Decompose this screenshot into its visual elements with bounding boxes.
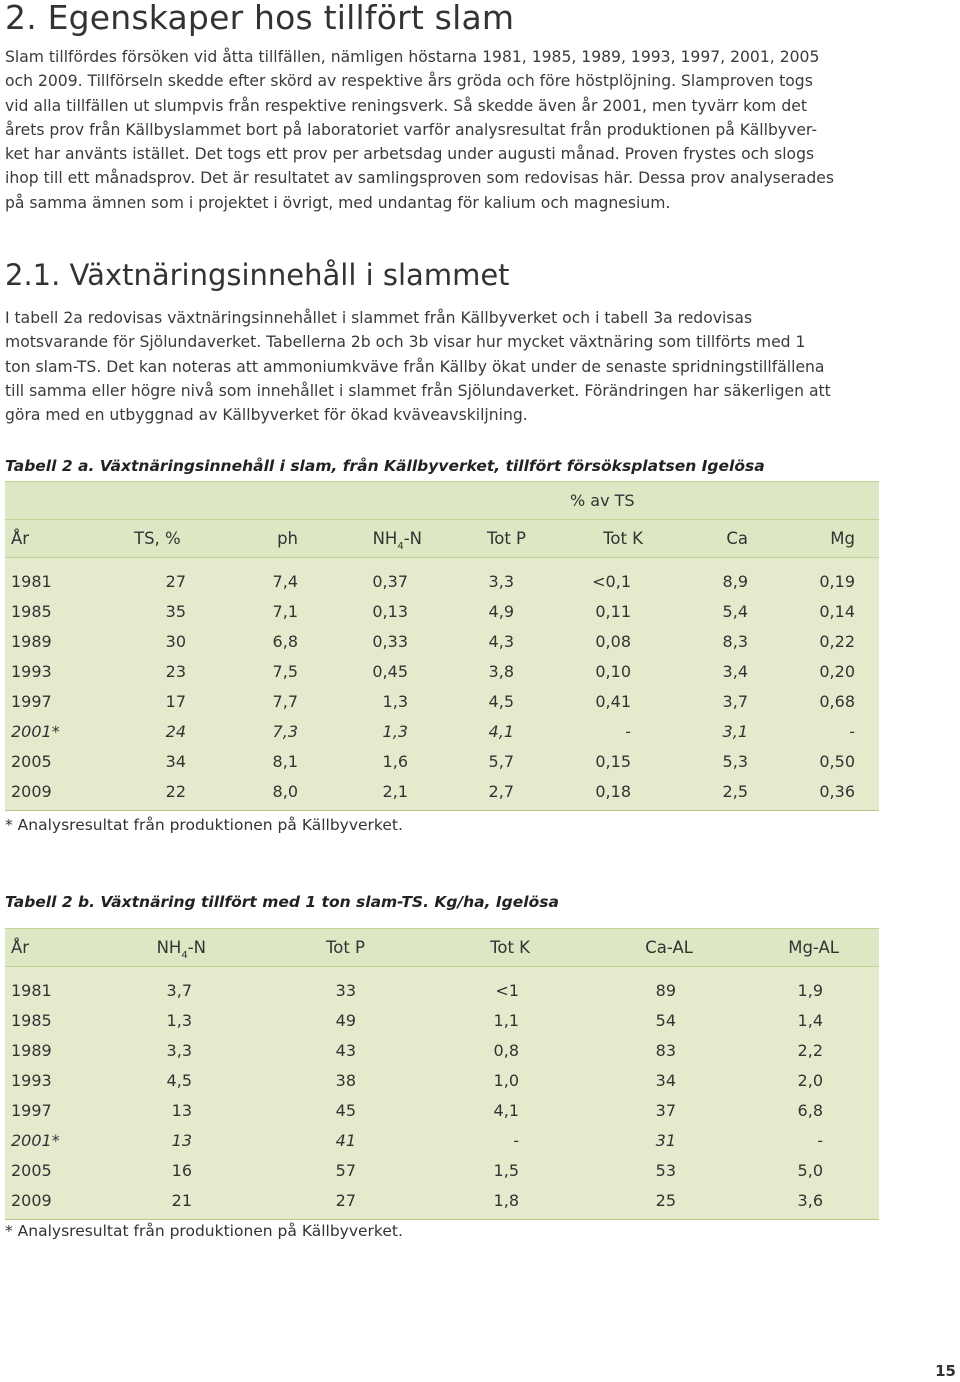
table-cell: 1,3 (382, 722, 408, 742)
column-header-year: År (11, 529, 30, 548)
column-header-tot-p: Tot P (486, 529, 526, 548)
paragraph-line: motsvarande för Sjölundaverket. Tabellerna 2b och 3b visar hur mycket växtnäring som tillförts med 1 (5, 333, 806, 352)
table-cell: 2,7 (488, 782, 514, 802)
table-a (5, 481, 879, 811)
table-cell: 38 (335, 1070, 356, 1090)
table-cell: 5,0 (797, 1161, 823, 1181)
column-header-ph: ph (277, 529, 298, 548)
table-cell: 43 (335, 1040, 356, 1060)
table-cell: 0,20 (819, 661, 855, 681)
table-cell: 1985 (11, 1010, 52, 1030)
table-cell: 3,6 (797, 1191, 823, 1211)
table-cell: 1981 (11, 571, 52, 591)
table-cell: 25 (655, 1191, 676, 1211)
table-cell: 1,9 (797, 980, 823, 1000)
subscript-4: 4 (397, 541, 404, 552)
percent-of-ts-header: % av TS (570, 491, 635, 510)
table-cell: 0,37 (372, 571, 408, 591)
table-cell: 5,7 (488, 752, 514, 772)
table-row (5, 777, 879, 807)
table-row (5, 686, 879, 716)
table-cell: 3,8 (488, 661, 514, 681)
table-cell: 0,15 (595, 752, 631, 772)
table-cell: 7,1 (272, 601, 298, 621)
column-header-ca: Ca (726, 529, 748, 548)
table-cell: 3,3 (488, 571, 514, 591)
nh-text: NH (372, 529, 398, 548)
subsection-paragraph (5, 306, 875, 427)
table-a-span-header-row (5, 482, 879, 520)
table-cell: - (625, 722, 631, 742)
table-cell: 1997 (11, 1100, 52, 1120)
table-row (5, 1065, 879, 1095)
table-cell: 1985 (11, 601, 52, 621)
table-cell: 1,4 (797, 1010, 823, 1030)
table-cell: 83 (655, 1040, 676, 1060)
table-cell: 1981 (11, 980, 52, 1000)
table-cell: 0,45 (372, 661, 408, 681)
column-header-ca-al: Ca-AL (645, 938, 693, 957)
table-b-footnote: * Analysresultat från produktionen på Källbyverket. (5, 1222, 403, 1240)
page-number: 15 (935, 1362, 956, 1380)
table-cell: - (849, 722, 855, 742)
table-cell: 49 (335, 1010, 356, 1030)
table-cell: 13 (171, 1100, 192, 1120)
table-row (5, 1125, 879, 1155)
table-cell: 8,3 (722, 631, 748, 651)
table-cell: 0,14 (819, 601, 855, 621)
table-cell: 1,8 (493, 1191, 519, 1211)
table-row (5, 1186, 879, 1216)
table-cell: 4,5 (166, 1070, 192, 1090)
table-cell: 34 (165, 752, 186, 772)
table-cell: 4,9 (488, 601, 514, 621)
table-cell: 0,13 (372, 601, 408, 621)
table-cell: 35 (165, 601, 186, 621)
table-cell: 30 (165, 631, 186, 651)
table-cell: 3,7 (166, 980, 192, 1000)
column-header-mg-al: Mg-AL (788, 938, 839, 957)
table-cell: 0,19 (819, 571, 855, 591)
table-row (5, 716, 879, 746)
table-cell: - (817, 1131, 823, 1151)
table-b-caption: Tabell 2 b. Växtnäring tillfört med 1 ton slam-TS. Kg/ha, Igelösa (5, 893, 559, 911)
table-b (5, 928, 879, 1220)
table-b-header (5, 928, 879, 967)
paragraph-line: Slam tillfördes försöken vid åtta tillfällen, nämligen höstarna 1981, 1985, 1989, 1993, 1997, 2001, 2005 (5, 48, 820, 66)
table-cell: 89 (655, 980, 676, 1000)
table-cell: 0,10 (595, 661, 631, 681)
table-row (5, 626, 879, 656)
table-cell: 31 (655, 1131, 676, 1151)
table-cell: 22 (165, 782, 186, 802)
table-cell: 2001* (11, 1131, 60, 1151)
table-cell: 17 (165, 691, 186, 711)
subscript-4: 4 (181, 950, 188, 961)
paragraph-line: ton slam-TS. Det kan noteras att ammoniumkväve från Källby ökat under de senaste spridningstillfällena (5, 357, 825, 376)
table-cell: 2005 (11, 1161, 52, 1181)
nh-text: NH (156, 938, 182, 957)
column-header-year: År (11, 938, 30, 957)
table-cell: 2,5 (722, 782, 748, 802)
n-text: -N (187, 938, 206, 957)
table-cell: 1,5 (493, 1161, 519, 1181)
column-header-tot-k: Tot K (490, 938, 530, 957)
table-cell: 4,5 (488, 691, 514, 711)
table-row (5, 1156, 879, 1186)
column-header-nh4n (298, 529, 422, 552)
table-cell: 1993 (11, 1070, 52, 1090)
table-a-body (5, 558, 879, 811)
table-cell: 1989 (11, 1040, 52, 1060)
table-cell: 0,08 (595, 631, 631, 651)
section-title: 2. Egenskaper hos tillfört slam (5, 0, 515, 37)
table-cell: 1993 (11, 661, 52, 681)
table-cell: 3,1 (722, 722, 748, 742)
paragraph-line: vid alla tillfällen ut slumpvis från respektive reningsverk. Så skedde även år 2001, men tyvärr kom det (5, 96, 807, 115)
table-row (5, 1005, 879, 1035)
table-cell: 8,0 (272, 782, 298, 802)
column-header-tot-k: Tot K (603, 529, 643, 548)
table-cell: 2005 (11, 752, 52, 772)
table-cell: 2001* (11, 722, 60, 742)
table-b-column-headers (5, 929, 879, 966)
table-cell: 1,1 (493, 1010, 519, 1030)
table-cell: 0,36 (819, 782, 855, 802)
table-cell: 7,4 (272, 571, 298, 591)
table-cell: 6,8 (272, 631, 298, 651)
table-cell: 2,2 (797, 1040, 823, 1060)
table-cell: <1 (495, 980, 519, 1000)
table-cell: 0,8 (493, 1040, 519, 1060)
table-cell: 5,3 (722, 752, 748, 772)
table-a-header (5, 481, 879, 558)
table-cell: 54 (655, 1010, 676, 1030)
table-cell: 0,11 (595, 601, 631, 621)
column-header-nh4n (71, 938, 206, 961)
table-cell: 8,9 (722, 571, 748, 591)
table-cell: 1,6 (382, 752, 408, 772)
paragraph-line: årets prov från Källbyslammet bort på laboratoriet varför analysresultat från produktionen på Källbyver- (5, 120, 817, 139)
column-header-ts: TS, % (134, 529, 181, 548)
table-cell: 6,8 (797, 1100, 823, 1120)
table-cell: 2009 (11, 1191, 52, 1211)
table-cell: 27 (165, 571, 186, 591)
table-cell: 0,50 (819, 752, 855, 772)
intro-paragraph (5, 45, 875, 215)
paragraph-line: och 2009. Tillförseln skedde efter skörd av respektive års gröda och före höstplöjning. Slamproven togs (5, 72, 813, 91)
table-cell: - (513, 1131, 519, 1151)
table-cell: 34 (655, 1070, 676, 1090)
column-header-mg: Mg (830, 529, 855, 548)
table-row (5, 1035, 879, 1065)
table-cell: 37 (655, 1100, 676, 1120)
table-cell: 33 (335, 980, 356, 1000)
table-cell: 2,1 (382, 782, 408, 802)
table-a-column-headers (5, 520, 879, 557)
table-b-body (5, 967, 879, 1220)
column-header-tot-p: Tot P (325, 938, 365, 957)
table-cell: 7,7 (272, 691, 298, 711)
table-cell: 2009 (11, 782, 52, 802)
table-cell: 1,3 (382, 691, 408, 711)
table-row (5, 656, 879, 686)
table-cell: 0,68 (819, 691, 855, 711)
paragraph-line: ket har använts istället. Det togs ett prov per arbetsdag under augusti månad. Proven frystes och slogs (5, 145, 815, 164)
n-text: -N (403, 529, 422, 548)
table-row (5, 975, 879, 1005)
table-cell: 1,0 (493, 1070, 519, 1090)
paragraph-line: göra med en utbyggnad av Källbyverket för ökad kväveavskiljning. (5, 406, 528, 425)
table-row (5, 596, 879, 626)
table-cell: 5,4 (722, 601, 748, 621)
table-cell: 24 (165, 722, 186, 742)
subsection-title: 2.1. Växtnäringsinnehåll i slammet (5, 258, 510, 292)
paragraph-line: I tabell 2a redovisas växtnäringsinnehållet i slammet från Källbyverket och i tabell 3a redovisas (5, 309, 753, 327)
table-cell: 4,1 (493, 1100, 519, 1120)
table-cell: 2,0 (797, 1070, 823, 1090)
table-cell: 27 (335, 1191, 356, 1211)
table-cell: 23 (165, 661, 186, 681)
table-cell: 7,3 (272, 722, 298, 742)
table-cell: 3,7 (722, 691, 748, 711)
table-cell: 0,18 (595, 782, 631, 802)
table-a-footnote: * Analysresultat från produktionen på Källbyverket. (5, 816, 403, 834)
table-cell: 21 (171, 1191, 192, 1211)
table-row (5, 747, 879, 777)
paragraph-line: på samma ämnen som i projektet i övrigt, med undantag för kalium och magnesium. (5, 193, 671, 212)
table-a-caption: Tabell 2 a. Växtnäringsinnehåll i slam, från Källbyverket, tillfört försöksplatsen Igelösa (5, 457, 765, 475)
table-cell: 0,33 (372, 631, 408, 651)
paragraph-line: till samma eller högre nivå som innehållet i slammet från Sjölundaverket. Förändringen har säkerligen att (5, 381, 831, 400)
table-cell: 53 (655, 1161, 676, 1181)
table-cell: 4,3 (488, 631, 514, 651)
table-cell: 7,5 (272, 661, 298, 681)
table-cell: 57 (335, 1161, 356, 1181)
table-cell: 41 (335, 1131, 356, 1151)
table-row (5, 1095, 879, 1125)
table-row (5, 566, 879, 596)
table-cell: 1997 (11, 691, 52, 711)
table-cell: 16 (171, 1161, 192, 1181)
table-cell: 0,22 (819, 631, 855, 651)
table-cell: 3,4 (722, 661, 748, 681)
table-cell: 13 (171, 1131, 192, 1151)
table-cell: <0,1 (592, 571, 631, 591)
table-cell: 3,3 (166, 1040, 192, 1060)
table-cell: 8,1 (272, 752, 298, 772)
table-cell: 1,3 (166, 1010, 192, 1030)
table-cell: 0,41 (595, 691, 631, 711)
table-cell: 45 (335, 1100, 356, 1120)
paragraph-line: ihop till ett månadsprov. Det är resultatet av samlingsproven som redovisas här. Dessa prov analyserades (5, 169, 834, 188)
table-cell: 4,1 (488, 722, 514, 742)
table-cell: 1989 (11, 631, 52, 651)
